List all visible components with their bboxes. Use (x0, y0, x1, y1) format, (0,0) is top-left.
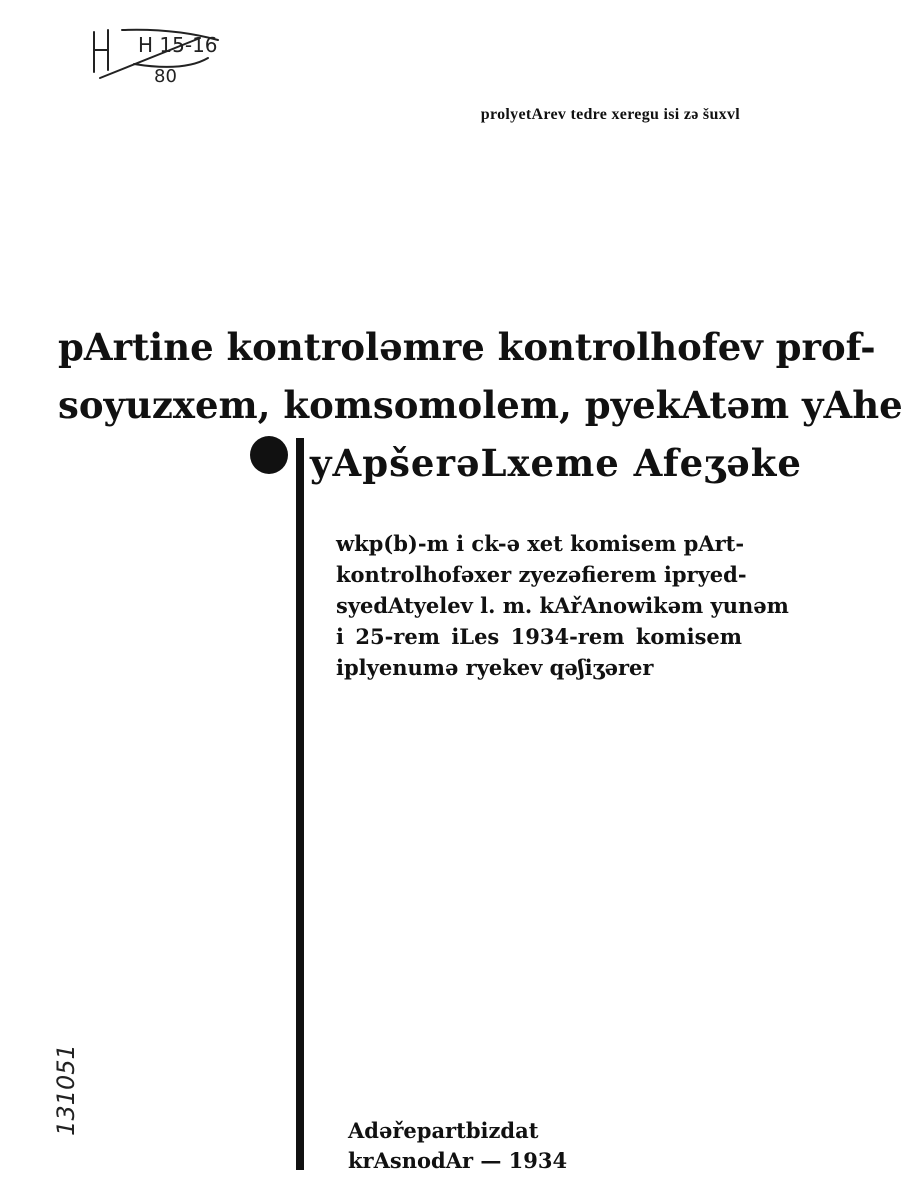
subtitle-line: kontrolhofəxer zyezəfierem ipryed- (336, 562, 747, 587)
archive-stamp (84, 14, 224, 94)
subtitle-line: wkp(b)-m i ck-ə xet komisem pArt- (336, 531, 745, 556)
title-line: yApšerəLxeme Afeʒəke (310, 441, 802, 485)
publisher-name: Adəřepartbizdat (348, 1118, 539, 1143)
stamp-subnumber: 80 (154, 66, 177, 87)
document-subtitle (336, 528, 789, 683)
subtitle-line: syedAtyelev l. m. kAřAnowikəm yunəm (336, 593, 789, 618)
title-line: pArtine kontroləmre kontrolhofev prof- (58, 325, 876, 369)
publisher-place-year: krAsnodAr — 1934 (348, 1148, 568, 1173)
inventory-number-text: 131051 (52, 1044, 80, 1136)
subtitle-line: i 25-rem iLes 1934-rem komisem (336, 624, 742, 649)
bullet-dot-icon (250, 436, 288, 474)
stamp-drawing (84, 14, 224, 94)
publisher-block (348, 1116, 567, 1176)
inventory-number (30, 1040, 110, 1140)
stamp-number: H 15-16 (138, 33, 218, 57)
title-line: soyuzxem, komsomolem, pyekAtəm yAhe (58, 383, 903, 427)
vertical-divider (296, 438, 304, 1170)
header-slogan: prolyetArev tedre xeregu isi zə šuxvl (480, 106, 740, 123)
document-title (58, 318, 903, 492)
subtitle-line: iplyenumə ryekev qəʃiʒərer (336, 655, 654, 680)
